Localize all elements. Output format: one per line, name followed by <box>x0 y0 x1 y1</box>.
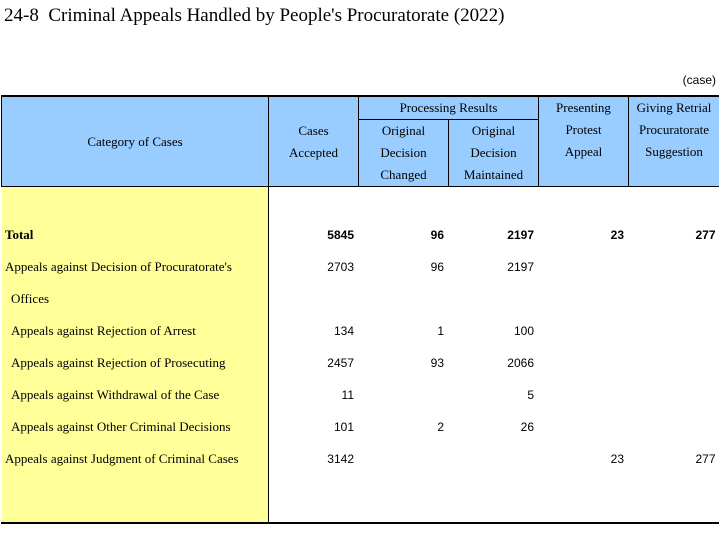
spacer-row <box>2 187 719 220</box>
bottom-spacer-row <box>2 475 719 523</box>
row-label: Appeals against Rejection of Prosecuting <box>2 347 269 379</box>
cell-maintained: 2066 <box>507 356 534 370</box>
header-original-maintained <box>449 120 539 187</box>
cell-changed <box>359 283 449 315</box>
header-text: Giving Retrial <box>636 100 712 115</box>
row-label: Appeals against Rejection of Arrest <box>2 315 269 347</box>
cell-changed: 96 <box>430 260 444 274</box>
cell-maintained: 26 <box>520 420 534 434</box>
cell-accepted: 3142 <box>327 452 354 466</box>
unit-label: (case) <box>682 73 716 87</box>
table-row <box>2 443 719 475</box>
appeals-table <box>1 95 719 524</box>
cell-retrial <box>629 251 719 283</box>
header-text: Changed <box>380 167 427 182</box>
cell-protest <box>539 347 629 379</box>
cell-maintained: 2197 <box>507 260 534 274</box>
cell-accepted: 2457 <box>327 356 354 370</box>
cell-retrial: 277 <box>695 452 716 466</box>
cell-changed: 2 <box>437 420 444 434</box>
cell-accepted: 101 <box>333 420 354 434</box>
cell-retrial <box>629 379 719 411</box>
spacer-cell <box>2 475 269 523</box>
cell-changed <box>359 379 449 411</box>
cell-changed: 93 <box>430 356 444 370</box>
cell-maintained: 2197 <box>507 228 534 242</box>
header-original-changed <box>359 120 449 187</box>
table-row <box>2 251 719 283</box>
header-text: Decision <box>470 145 517 160</box>
cell-protest <box>539 411 629 443</box>
cell-protest: 23 <box>610 228 624 242</box>
row-label: Appeals against Other Criminal Decisions <box>2 411 269 443</box>
row-label: Appeals against Decision of Procuratorate's <box>2 251 269 283</box>
header-processing-results: Processing Results <box>359 96 539 120</box>
header-retrial-suggestion <box>629 96 719 187</box>
cell-accepted: 5845 <box>327 228 354 242</box>
header-text: Maintained <box>463 167 524 182</box>
cell-protest <box>539 283 629 315</box>
table-row <box>2 379 719 411</box>
row-label: Total <box>2 219 269 251</box>
header-text: Appeal <box>564 144 603 159</box>
header-category: Category of Cases <box>2 96 269 187</box>
header-text: Suggestion <box>645 144 703 159</box>
cell-protest <box>539 315 629 347</box>
row-label: Appeals against Withdrawal of the Case <box>2 379 269 411</box>
row-label: Offices <box>2 283 269 315</box>
cell-retrial: 277 <box>695 228 716 242</box>
cell-changed: 1 <box>437 324 444 338</box>
cell-accepted <box>269 283 359 315</box>
cell-changed: 96 <box>430 228 444 242</box>
header-cases-accepted <box>269 96 359 187</box>
cell-maintained: 100 <box>513 324 534 338</box>
cell-changed <box>359 443 449 475</box>
header-text: Accepted <box>288 144 339 160</box>
page-title: 24-8 Criminal Appeals Handled by People's Procuratorate (2022) <box>4 5 505 26</box>
cell-accepted: 2703 <box>327 260 354 274</box>
header-text: Procuratorate <box>638 122 710 137</box>
row-label: Appeals against Judgment of Criminal Cases <box>2 443 269 475</box>
header-text: Decision <box>380 145 427 160</box>
cell-protest <box>539 251 629 283</box>
cell-retrial <box>629 315 719 347</box>
spacer-cell <box>2 187 269 220</box>
table-row-total <box>2 219 719 251</box>
cell-retrial <box>629 347 719 379</box>
header-text: Original <box>471 123 516 138</box>
cell-protest: 23 <box>610 452 624 466</box>
table-row <box>2 411 719 443</box>
cell-maintained: 5 <box>527 388 534 402</box>
header-protest-appeal <box>539 96 629 187</box>
cell-maintained <box>449 443 539 475</box>
table-row <box>2 347 719 379</box>
cell-retrial <box>629 283 719 315</box>
header-text: Original <box>381 123 426 138</box>
cell-maintained <box>449 283 539 315</box>
table-row <box>2 315 719 347</box>
table-row <box>2 283 719 315</box>
cell-accepted: 134 <box>333 324 354 338</box>
header-text: Presenting <box>556 100 611 115</box>
cell-protest <box>539 379 629 411</box>
cell-retrial <box>629 411 719 443</box>
header-text: Protest <box>565 122 602 137</box>
cell-accepted: 11 <box>341 388 354 402</box>
header-text: Cases <box>298 122 329 138</box>
